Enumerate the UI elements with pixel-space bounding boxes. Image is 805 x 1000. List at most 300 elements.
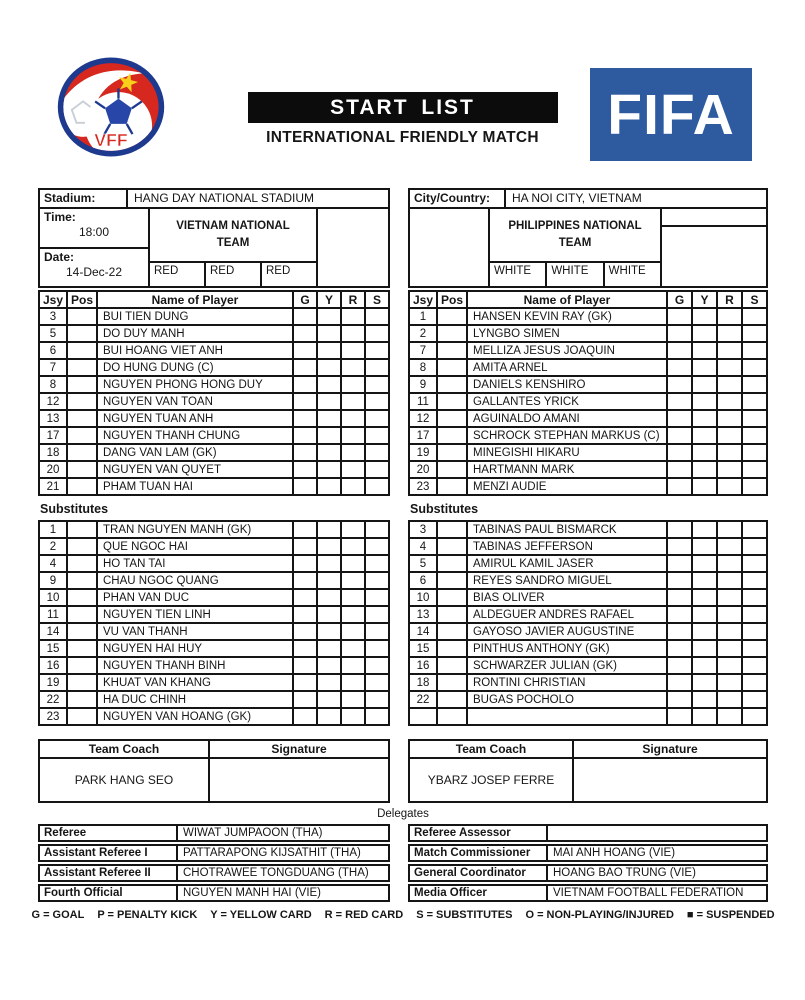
delegate-name: NGUYEN MANH HAI (VIE): [183, 887, 322, 899]
y-cell: [317, 623, 341, 640]
date-value: 14-Dec-22: [65, 264, 123, 279]
player-name-cell: NGUYEN TUAN ANH: [97, 410, 293, 427]
g-cell: [293, 308, 317, 325]
r-cell: [341, 410, 365, 427]
pos-cell: [67, 376, 97, 393]
pos-cell: [437, 538, 467, 555]
legend-item: R = RED CARD: [324, 909, 404, 921]
g-cell: [293, 538, 317, 555]
away-extra-column: [662, 209, 766, 286]
y-cell: [692, 308, 717, 325]
col-header-r: R: [717, 291, 742, 308]
city-country-value: HA NOI CITY, VIETNAM: [512, 191, 642, 205]
time-cell: [40, 209, 148, 249]
g-cell: [667, 478, 692, 495]
player-name-cell: BUI HOANG VIET ANH: [97, 342, 293, 359]
r-cell: [717, 657, 742, 674]
pos-cell: [437, 589, 467, 606]
g-cell: [667, 461, 692, 478]
player-row: [39, 640, 389, 657]
legend-item: Y = YELLOW CARD: [210, 909, 312, 921]
y-cell: [692, 674, 717, 691]
jersey-cell: 18: [39, 444, 67, 461]
player-row: [39, 359, 389, 376]
s-cell: [742, 359, 767, 376]
y-cell: [317, 589, 341, 606]
y-cell: [692, 538, 717, 555]
fifa-logo-icon: [590, 68, 752, 161]
s-cell: [365, 359, 389, 376]
player-row: [409, 342, 767, 359]
s-cell: [742, 478, 767, 495]
y-cell: [317, 572, 341, 589]
delegate-role: General Coordinator: [410, 866, 548, 880]
g-cell: [293, 657, 317, 674]
g-cell: [293, 410, 317, 427]
s-cell: [365, 461, 389, 478]
player-name-cell: HANSEN KEVIN RAY (GK): [467, 308, 667, 325]
player-row: [409, 427, 767, 444]
player-name-cell: NGUYEN VAN TOAN: [97, 393, 293, 410]
jersey-cell: 2: [39, 538, 67, 555]
player-name-cell: AMIRUL KAMIL JASER: [467, 555, 667, 572]
away-coach-table: [408, 739, 768, 803]
jersey-cell: 18: [409, 674, 437, 691]
g-cell: [293, 606, 317, 623]
g-cell: [293, 572, 317, 589]
s-cell: [365, 589, 389, 606]
r-cell: [717, 708, 742, 725]
jersey-cell: 5: [39, 325, 67, 342]
player-row: [409, 359, 767, 376]
delegate-row: [38, 864, 390, 882]
pos-cell: [437, 342, 467, 359]
player-row: [409, 376, 767, 393]
pos-cell: [437, 623, 467, 640]
s-cell: [365, 674, 389, 691]
r-cell: [341, 461, 365, 478]
r-cell: [717, 393, 742, 410]
player-row: [39, 623, 389, 640]
pos-cell: [437, 657, 467, 674]
pos-cell: [437, 521, 467, 538]
jersey-cell: 14: [409, 623, 437, 640]
g-cell: [293, 623, 317, 640]
vff-logo-text: VFF: [94, 130, 128, 151]
s-cell: [742, 674, 767, 691]
g-cell: [293, 342, 317, 359]
date-label: Date:: [44, 249, 75, 264]
pos-cell: [437, 376, 467, 393]
delegate-role: Match Commissioner: [410, 846, 548, 860]
y-cell: [317, 325, 341, 342]
col-header-y: Y: [692, 291, 717, 308]
col-header-jsy: Jsy: [39, 291, 67, 308]
delegate-row: [408, 844, 768, 862]
city-country-label: City/Country:: [410, 190, 506, 207]
player-name-cell: QUE NGOC HAI: [97, 538, 293, 555]
time-date-column: [40, 209, 150, 286]
stadium-label: Stadium:: [40, 190, 128, 207]
substitutes-section: [38, 518, 768, 726]
pos-cell: [67, 640, 97, 657]
s-cell: [365, 376, 389, 393]
col-header-name: Name of Player: [97, 291, 293, 308]
jersey-cell: 10: [39, 589, 67, 606]
r-cell: [341, 708, 365, 725]
col-header-name: Name of Player: [467, 291, 667, 308]
pos-cell: [67, 538, 97, 555]
player-name-cell: VU VAN THANH: [97, 623, 293, 640]
s-cell: [365, 623, 389, 640]
delegates-right-table: [408, 824, 768, 902]
r-cell: [717, 359, 742, 376]
player-name-cell: DANG VAN LAM (GK): [97, 444, 293, 461]
y-cell: [317, 521, 341, 538]
time-label: Time:: [44, 210, 76, 224]
player-name-cell: DO HUNG DUNG (C): [97, 359, 293, 376]
delegate-role: Referee: [40, 826, 178, 840]
jersey-cell: 4: [39, 555, 67, 572]
y-cell: [317, 606, 341, 623]
title-block: [248, 92, 558, 147]
jersey-cell: 12: [39, 393, 67, 410]
player-name-cell: ALDEGUER ANDRES RAFAEL: [467, 606, 667, 623]
player-name-cell: LYNGBO SIMEN: [467, 325, 667, 342]
s-cell: [365, 444, 389, 461]
y-cell: [692, 393, 717, 410]
s-cell: [742, 376, 767, 393]
jersey-cell: 13: [39, 410, 67, 427]
y-cell: [692, 555, 717, 572]
player-name-cell: NGUYEN TIEN LINH: [97, 606, 293, 623]
kit-color-cell: WHITE: [608, 265, 646, 277]
kit-color-cell: RED: [266, 265, 291, 277]
pos-cell: [437, 325, 467, 342]
r-cell: [717, 572, 742, 589]
r-cell: [717, 427, 742, 444]
delegate-name: CHOTRAWEE TONGDUANG (THA): [183, 867, 369, 879]
col-header-g: G: [293, 291, 317, 308]
player-row: [39, 521, 389, 538]
pos-cell: [67, 572, 97, 589]
player-row: [409, 521, 767, 538]
kit-color-cell: RED: [150, 263, 206, 286]
r-cell: [717, 606, 742, 623]
g-cell: [293, 478, 317, 495]
jersey-cell: 15: [409, 640, 437, 657]
g-cell: [293, 427, 317, 444]
home-coach-table: [38, 739, 390, 803]
fifa-logo-text: FIFA: [607, 82, 735, 147]
delegate-name: [548, 826, 766, 840]
jersey-cell: 16: [409, 657, 437, 674]
stadium-value: HANG DAY NATIONAL STADIUM: [134, 191, 315, 205]
signature-label: Signature: [573, 740, 767, 758]
y-cell: [692, 521, 717, 538]
s-cell: [742, 572, 767, 589]
g-cell: [667, 623, 692, 640]
coach-header-row: [39, 740, 389, 758]
away-coach-signature-cell: [573, 758, 767, 802]
player-row: [39, 555, 389, 572]
y-cell: [692, 325, 717, 342]
s-cell: [742, 538, 767, 555]
pos-cell: [437, 444, 467, 461]
player-name-cell: PHAM TUAN HAI: [97, 478, 293, 495]
player-row: [409, 657, 767, 674]
col-header-y: Y: [317, 291, 341, 308]
delegate-role: Media Officer: [410, 886, 548, 900]
jersey-cell: 15: [39, 640, 67, 657]
y-cell: [317, 376, 341, 393]
home-team-box: [150, 209, 318, 286]
page-subtitle: INTERNATIONAL FRIENDLY MATCH: [266, 129, 539, 146]
home-starters-table: [38, 290, 390, 496]
away-starters-table: [408, 290, 768, 496]
player-row: [409, 691, 767, 708]
jersey-cell: 8: [409, 359, 437, 376]
date-cell: [40, 249, 148, 287]
y-cell: [692, 572, 717, 589]
g-cell: [667, 521, 692, 538]
delegate-role: Assistant Referee II: [40, 866, 178, 880]
home-empty-cell: [318, 209, 388, 286]
jersey-cell: 21: [39, 478, 67, 495]
delegates-section: [38, 824, 768, 902]
y-cell: [317, 708, 341, 725]
g-cell: [667, 427, 692, 444]
g-cell: [293, 393, 317, 410]
r-cell: [341, 691, 365, 708]
jersey-cell: 16: [39, 657, 67, 674]
player-name-cell: NGUYEN VAN QUYET: [97, 461, 293, 478]
roster-header-row: [409, 291, 767, 308]
home-subs-table: [38, 520, 390, 726]
player-row: [409, 606, 767, 623]
signature-label: Signature: [209, 740, 389, 758]
player-row: [39, 444, 389, 461]
s-cell: [742, 589, 767, 606]
coach-body-row: [39, 758, 389, 802]
g-cell: [293, 521, 317, 538]
home-info-block: [38, 188, 390, 288]
roster-header-row: [39, 291, 389, 308]
y-cell: [317, 410, 341, 427]
jersey-cell: 2: [409, 325, 437, 342]
pos-cell: [437, 461, 467, 478]
y-cell: [317, 657, 341, 674]
y-cell: [317, 478, 341, 495]
pos-cell: [437, 478, 467, 495]
player-name-cell: MINEGISHI HIKARU: [467, 444, 667, 461]
player-row: [409, 674, 767, 691]
delegate-role: Assistant Referee I: [40, 846, 178, 860]
delegate-row: [408, 864, 768, 882]
s-cell: [365, 410, 389, 427]
y-cell: [317, 444, 341, 461]
team-coach-label: Team Coach: [39, 740, 209, 758]
y-cell: [692, 708, 717, 725]
player-name-cell: PHAN VAN DUC: [97, 589, 293, 606]
y-cell: [317, 691, 341, 708]
pos-cell: [67, 478, 97, 495]
player-name-cell: [467, 708, 667, 725]
y-cell: [692, 461, 717, 478]
y-cell: [692, 359, 717, 376]
player-row: [409, 708, 767, 725]
col-header-s: S: [365, 291, 389, 308]
col-header-pos: Pos: [437, 291, 467, 308]
player-row: [39, 538, 389, 555]
s-cell: [365, 308, 389, 325]
jersey-cell: 8: [39, 376, 67, 393]
jersey-cell: 19: [39, 674, 67, 691]
y-cell: [317, 461, 341, 478]
pos-cell: [437, 555, 467, 572]
player-row: [409, 640, 767, 657]
y-cell: [317, 640, 341, 657]
player-name-cell: REYES SANDRO MIGUEL: [467, 572, 667, 589]
kit-color-cell: RED: [206, 263, 262, 286]
pos-cell: [67, 674, 97, 691]
player-name-cell: NGUYEN VAN HOANG (GK): [97, 708, 293, 725]
pos-cell: [67, 427, 97, 444]
s-cell: [742, 657, 767, 674]
s-cell: [742, 308, 767, 325]
pos-cell: [67, 461, 97, 478]
away-empty-cell: [410, 209, 490, 286]
s-cell: [365, 478, 389, 495]
y-cell: [692, 376, 717, 393]
s-cell: [742, 444, 767, 461]
player-row: [409, 444, 767, 461]
g-cell: [293, 640, 317, 657]
g-cell: [667, 708, 692, 725]
match-info-section: [38, 188, 768, 288]
r-cell: [717, 342, 742, 359]
home-substitutes-label: Substitutes: [40, 502, 109, 516]
pos-cell: [437, 572, 467, 589]
r-cell: [341, 606, 365, 623]
s-cell: [742, 606, 767, 623]
player-name-cell: CHAU NGOC QUANG: [97, 572, 293, 589]
player-name-cell: DANIELS KENSHIRO: [467, 376, 667, 393]
s-cell: [742, 427, 767, 444]
jersey-cell: 11: [39, 606, 67, 623]
jersey-cell: 10: [409, 589, 437, 606]
g-cell: [667, 640, 692, 657]
delegates-left-table: [38, 824, 390, 902]
s-cell: [742, 342, 767, 359]
player-row: [39, 478, 389, 495]
player-name-cell: TABINAS JEFFERSON: [467, 538, 667, 555]
r-cell: [717, 521, 742, 538]
g-cell: [293, 461, 317, 478]
jersey-cell: 6: [409, 572, 437, 589]
jersey-cell: 22: [39, 691, 67, 708]
player-name-cell: KHUAT VAN KHANG: [97, 674, 293, 691]
pos-cell: [67, 555, 97, 572]
away-team-name: PHILIPPINES NATIONAL TEAM: [490, 209, 660, 263]
col-header-r: R: [341, 291, 365, 308]
r-cell: [341, 538, 365, 555]
delegate-name: HOANG BAO TRUNG (VIE): [553, 867, 696, 879]
time-value: 18:00: [78, 225, 110, 239]
pos-cell: [67, 444, 97, 461]
pos-cell: [67, 691, 97, 708]
legend-item: O = NON-PLAYING/INJURED: [525, 909, 674, 921]
s-cell: [365, 708, 389, 725]
delegate-row: [38, 884, 390, 902]
player-name-cell: NGUYEN THANH BINH: [97, 657, 293, 674]
r-cell: [717, 325, 742, 342]
delegate-name: VIETNAM FOOTBALL FEDERATION: [553, 887, 744, 899]
player-row: [409, 308, 767, 325]
y-cell: [692, 478, 717, 495]
s-cell: [365, 427, 389, 444]
g-cell: [667, 589, 692, 606]
player-name-cell: HO TAN TAI: [97, 555, 293, 572]
g-cell: [293, 444, 317, 461]
player-name-cell: RONTINI CHRISTIAN: [467, 674, 667, 691]
pos-cell: [437, 691, 467, 708]
player-row: [39, 589, 389, 606]
player-name-cell: AGUINALDO AMANI: [467, 410, 667, 427]
player-name-cell: MENZI AUDIE: [467, 478, 667, 495]
jersey-cell: 23: [39, 708, 67, 725]
g-cell: [293, 708, 317, 725]
player-name-cell: TABINAS PAUL BISMARCK: [467, 521, 667, 538]
player-row: [39, 342, 389, 359]
home-coach-name: PARK HANG SEO: [39, 758, 209, 802]
vff-logo-icon: [55, 54, 167, 160]
jersey-cell: 5: [409, 555, 437, 572]
player-row: [409, 538, 767, 555]
jersey-cell: 9: [409, 376, 437, 393]
jersey-cell: [409, 708, 437, 725]
player-name-cell: AMITA ARNEL: [467, 359, 667, 376]
jersey-cell: 7: [39, 359, 67, 376]
jersey-cell: 3: [409, 521, 437, 538]
s-cell: [365, 691, 389, 708]
r-cell: [341, 674, 365, 691]
legend-item: S = SUBSTITUTES: [416, 909, 513, 921]
player-name-cell: NGUYEN THANH CHUNG: [97, 427, 293, 444]
jersey-cell: 7: [409, 342, 437, 359]
away-coach-name: YBARZ JOSEP FERRE: [409, 758, 573, 802]
r-cell: [717, 640, 742, 657]
s-cell: [365, 640, 389, 657]
player-name-cell: MELLIZA JESUS JOAQUIN: [467, 342, 667, 359]
y-cell: [692, 623, 717, 640]
jersey-cell: 9: [39, 572, 67, 589]
r-cell: [717, 674, 742, 691]
kit-color-cell: WHITE: [547, 263, 604, 286]
player-name-cell: BUI TIEN DUNG: [97, 308, 293, 325]
delegate-role: Fourth Official: [40, 886, 178, 900]
pos-cell: [437, 606, 467, 623]
delegate-role: Referee Assessor: [410, 826, 548, 840]
y-cell: [317, 538, 341, 555]
player-row: [409, 555, 767, 572]
legend: [31, 909, 775, 921]
home-coach-signature-cell: [209, 758, 389, 802]
player-row: [409, 572, 767, 589]
s-cell: [365, 325, 389, 342]
pos-cell: [67, 359, 97, 376]
pos-cell: [437, 708, 467, 725]
